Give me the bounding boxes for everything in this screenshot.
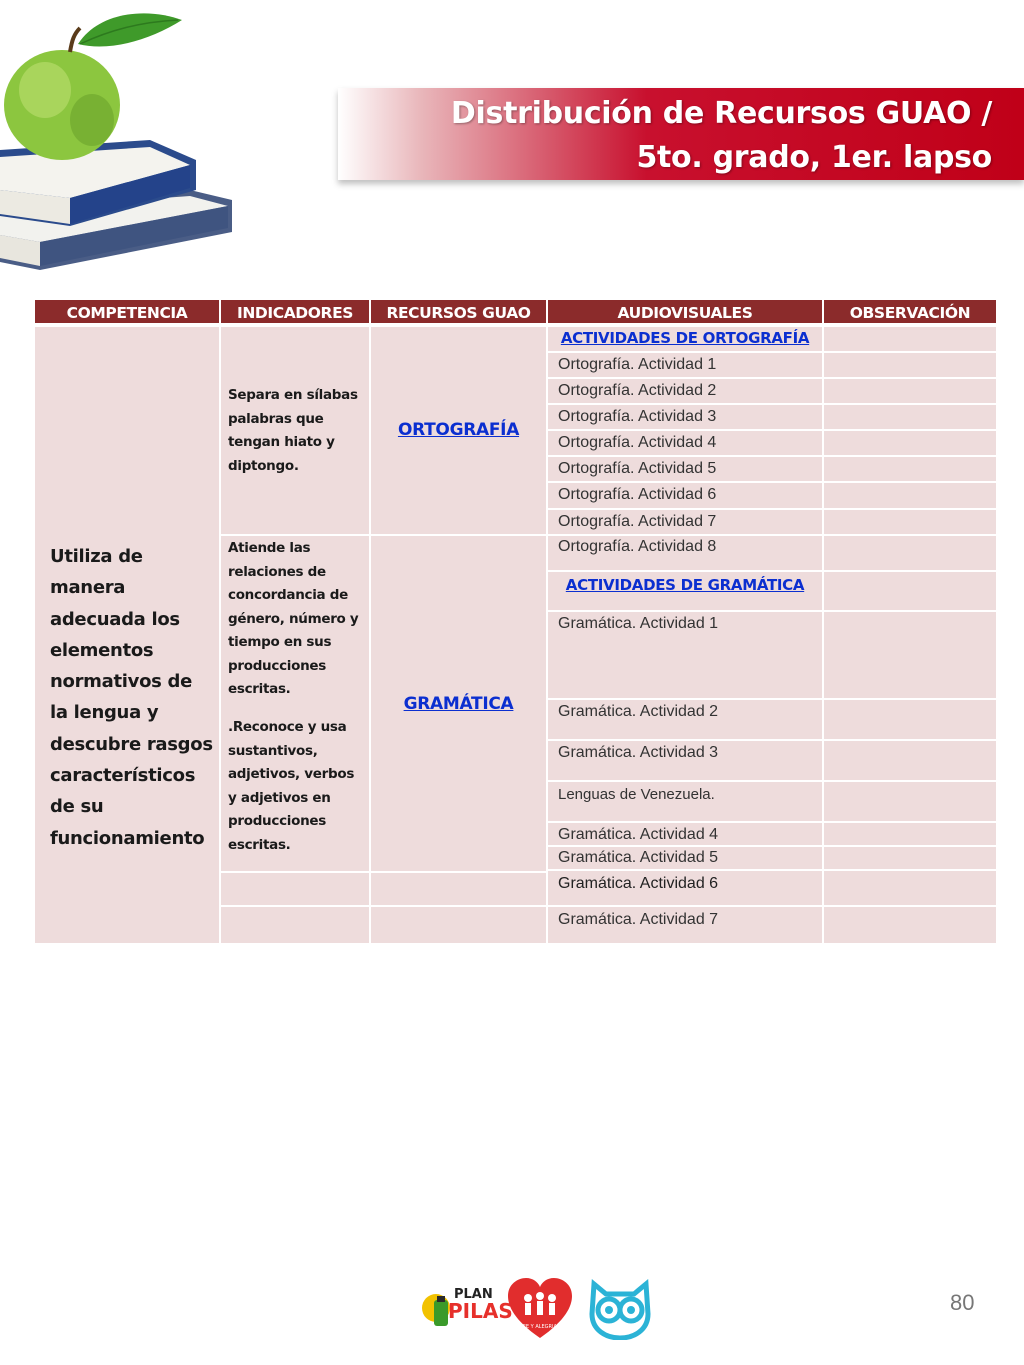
ortografia-activities-header-cell [548,327,824,353]
gramatica-activity-7[interactable]: Gramática. Actividad 7 [548,907,824,943]
indicador-text-3: .Reconoce y usa sustantivos, adjetivos, verbos y adjetivos en producciones escritas. [228,719,355,853]
ortografia-activities-link[interactable]: ACTIVIDADES DE ORTOGRAFÍA [560,329,810,347]
indicador-text-2: Atiende las relaciones de concordancia de género, número y tiempo en sus producciones escritas. [228,540,359,697]
observacion-cell [824,847,996,871]
gramatica-activity-5[interactable]: Gramática. Actividad 5 [548,847,824,871]
observacion-cell [824,700,996,741]
ortografia-activity-2[interactable]: Ortografía. Actividad 2 [548,379,824,405]
fe-y-alegria-logo-text: FE Y ALEGRIA [523,1324,557,1330]
gramatica-activity-4[interactable]: Gramática. Actividad 4 [548,823,824,847]
recurso-cell-empty-2 [371,907,548,943]
competencia-text: Utiliza de manera adecuada los elementos normativos de la lengua y descubre rasgos característicos de su funcionamiento [50,546,213,849]
ortografia-link[interactable]: ORTOGRAFÍA [397,420,520,440]
page-title-line1: Distribución de Recursos GUAO / [450,96,992,131]
observacion-cell [824,431,996,457]
gramatica-activities-link[interactable]: ACTIVIDADES DE GRAMÁTICA [565,576,805,594]
observacion-cell [824,405,996,431]
partner-logos [420,1278,652,1340]
header-competencia: COMPETENCIA [35,300,221,323]
recurso-cell-ortografia [371,327,548,536]
observacion-cell [824,612,996,700]
gramatica-activity-1[interactable]: Gramática. Actividad 1 [548,612,824,700]
observacion-cell [824,782,996,823]
observacion-cell [824,327,996,353]
page-title [451,92,992,180]
indicador-cell-1 [221,327,371,536]
competencia-cell [35,327,221,943]
indicador-cell-empty-1 [221,871,371,907]
plan-pilas-logo [422,1287,513,1326]
ortografia-activity-4[interactable]: Ortografía. Actividad 4 [548,431,824,457]
ortografia-activity-7[interactable]: Ortografía. Actividad 7 [548,510,824,536]
gramatica-link[interactable]: GRAMÁTICA [403,694,514,714]
fe-y-alegria-logo [508,1278,572,1338]
page-title-line2: 5to. grado, 1er. lapso [636,140,992,175]
header-audiovisuales: AUDIOVISUALES [548,300,824,323]
observacion-cell [824,871,996,907]
header-indicadores: INDICADORES [221,300,371,323]
observacion-cell [824,483,996,510]
owl-logo [592,1284,648,1338]
observacion-cell [824,457,996,483]
recurso-cell-empty-1 [371,871,548,907]
observacion-cell [824,907,996,943]
recurso-cell-gramatica [371,536,548,871]
gramatica-activity-3[interactable]: Gramática. Actividad 3 [548,741,824,782]
ortografia-activity-8[interactable]: Ortografía. Actividad 8 [548,536,824,572]
page-number: 80 [950,1290,975,1315]
observacion-cell [824,510,996,536]
books-apple-illustration [0,0,240,280]
header-observacion: OBSERVACIÓN [824,300,996,323]
observacion-cell [824,353,996,379]
observacion-cell [824,536,996,572]
footer-logos [420,1278,652,1340]
observacion-cell [824,823,996,847]
indicador-cell-empty-2 [221,907,371,943]
ortografia-activity-3[interactable]: Ortografía. Actividad 3 [548,405,824,431]
ortografia-activity-6[interactable]: Ortografía. Actividad 6 [548,483,824,510]
header-recursos-guao: RECURSOS GUAO [371,300,548,323]
indicador-cell-2 [221,536,371,871]
indicador-text-1: Separa en sílabas palabras que tengan hiato y diptongo. [228,387,358,474]
title-banner [338,88,1024,180]
gramatica-activity-2[interactable]: Gramática. Actividad 2 [548,700,824,741]
observacion-cell [824,741,996,782]
ortografia-activity-5[interactable]: Ortografía. Actividad 5 [548,457,824,483]
gramatica-activity-lenguas[interactable]: Lenguas de Venezuela. [548,782,824,823]
gramatica-activity-6[interactable]: Gramática. Actividad 6 [548,871,824,907]
observacion-cell [824,379,996,405]
plan-pilas-logo-line1: PLAN [454,1287,493,1302]
plan-pilas-logo-line2: PILAS [448,1299,513,1323]
ortografia-activity-1[interactable]: Ortografía. Actividad 1 [548,353,824,379]
observacion-cell [824,572,996,612]
gramatica-activities-header-cell [548,572,824,612]
